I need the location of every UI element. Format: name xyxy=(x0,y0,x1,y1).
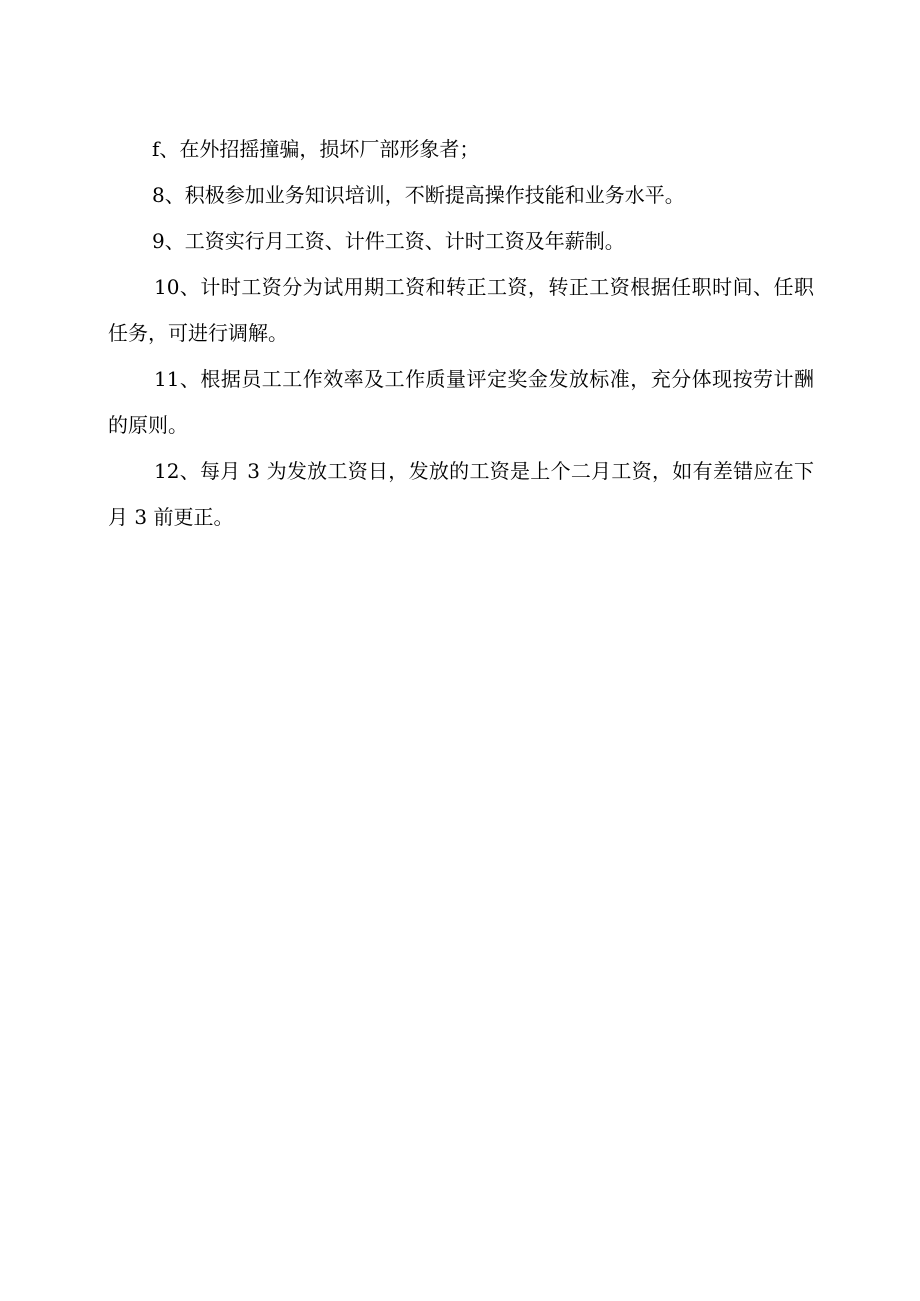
paragraph-item-8: 8、积极参加业务知识培训，不断提高操作技能和业务水平。 xyxy=(152,183,685,207)
paragraph-item-10: 10、计时工资分为试用期工资和转正工资，转正工资根据任职时间、任职任务，可进行调解。 xyxy=(108,275,814,345)
document-body xyxy=(108,126,814,540)
paragraph-item-12: 12、每月 3 为发放工资日，发放的工资是上个二月工资，如有差错应在下月 3 前更正。 xyxy=(108,459,814,529)
paragraph-item-11: 11、根据员工工作效率及工作质量评定奖金发放标准，充分体现按劳计酬的原则。 xyxy=(108,367,814,437)
paragraph-item-f: f、在外招摇撞骗，损坏厂部形象者； xyxy=(152,137,480,161)
paragraph-item-9: 9、工资实行月工资、计件工资、计时工资及年薪制。 xyxy=(152,229,625,253)
